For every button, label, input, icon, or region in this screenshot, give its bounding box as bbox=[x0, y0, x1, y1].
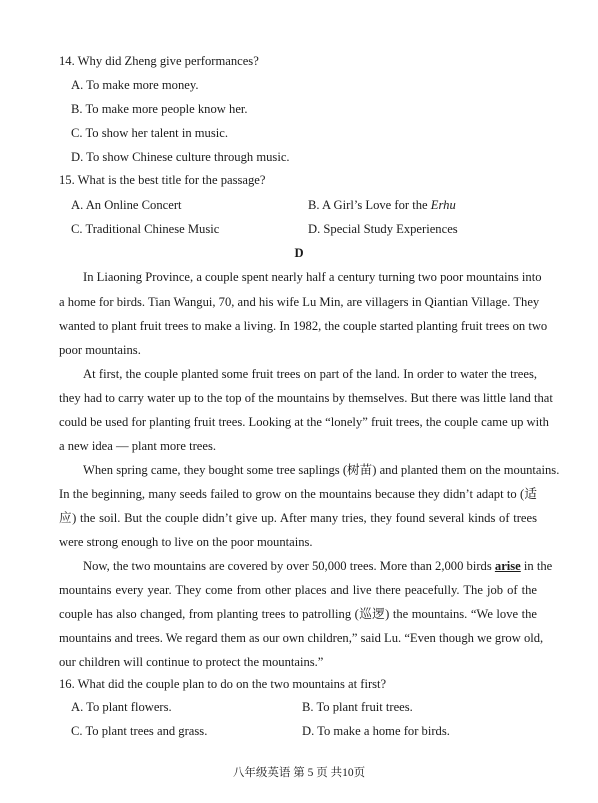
q16-option-b: B. To plant fruit trees. bbox=[302, 700, 413, 714]
q15-option-a: A. An Online Concert bbox=[71, 198, 182, 212]
passage-p4-line-5: our children will continue to protect the mountains.” bbox=[59, 655, 324, 669]
q15-option-b bbox=[308, 197, 456, 213]
passage-p1-line-1: In Liaoning Province, a couple spent nearly half a century turning two poor mountains into bbox=[83, 270, 542, 284]
q15-option-b-italic: Erhu bbox=[430, 198, 456, 212]
passage-p3-line-2: In the beginning, many seeds failed to grow on the mountains because they didn’t adapt to (适 bbox=[59, 487, 537, 501]
passage-p4-line-1-text: Now, the two mountains are covered by over 50,000 trees. More than 2,000 birds bbox=[83, 559, 495, 573]
q16-question: 16. What did the couple plan to do on the two mountains at first? bbox=[59, 677, 387, 691]
passage-p2-line-2: they had to carry water up to the top of the mountains by themselves. But there was little land that bbox=[59, 391, 553, 405]
passage-p2-line-3: could be used for planting fruit trees. Looking at the “lonely” fruit trees, the couple came up with bbox=[59, 415, 549, 429]
q14-option-a: A. To make more money. bbox=[71, 78, 199, 92]
q15-option-c: C. Traditional Chinese Music bbox=[71, 222, 220, 236]
passage-p4-line-3: couple has also changed, from planting trees to patrolling (巡逻) the mountains. “We love the bbox=[59, 607, 537, 621]
q15-option-d: D. Special Study Experiences bbox=[308, 222, 458, 236]
passage-p1-line-4: poor mountains. bbox=[59, 343, 141, 357]
page-footer: 八年级英语 第 5 页 共10页 bbox=[232, 767, 366, 779]
underlined-word: arise bbox=[494, 559, 521, 573]
section-heading: D bbox=[294, 246, 304, 260]
q14-option-b: B. To make more people know her. bbox=[71, 102, 248, 116]
passage-p4-line-1-tail: in the bbox=[520, 559, 553, 573]
q16-option-c: C. To plant trees and grass. bbox=[71, 724, 208, 738]
passage-p3-line-3: 应) the soil. But the couple didn’t give up. After many tries, they found several kinds of trees bbox=[59, 511, 537, 525]
passage-p2-line-4: a new idea — plant more trees. bbox=[59, 439, 217, 453]
passage-p2-line-1: At first, the couple planted some fruit trees on part of the land. In order to water the trees, bbox=[83, 367, 537, 381]
passage-p4-line-1 bbox=[83, 558, 553, 574]
q14-question: 14. Why did Zheng give performances? bbox=[59, 54, 259, 68]
q16-option-a: A. To plant flowers. bbox=[71, 700, 172, 714]
passage-p3-line-4: were strong enough to live on the poor mountains. bbox=[59, 535, 313, 549]
passage-p1-line-2: a home for birds. Tian Wangui, 70, and his wife Lu Min, are villagers in Qiantian Village. They bbox=[59, 295, 540, 309]
passage-p1-line-3: wanted to plant fruit trees to make a living. In 1982, the couple started planting fruit trees on two bbox=[59, 319, 548, 333]
q16-option-d: D. To make a home for birds. bbox=[302, 724, 450, 738]
passage-p4-line-4: mountains and trees. We regard them as our own children,” said Lu. “Even though we grow old, bbox=[59, 631, 544, 645]
passage-p4-line-2: mountains every year. They come from other places and live there peacefully. The job of the bbox=[59, 583, 537, 597]
q15-option-b-text: B. A Girl’s Love for the bbox=[308, 198, 431, 212]
q14-option-d: D. To show Chinese culture through music. bbox=[71, 150, 290, 164]
q14-option-c: C. To show her talent in music. bbox=[71, 126, 228, 140]
q15-question: 15. What is the best title for the passage? bbox=[59, 173, 266, 187]
passage-p3-line-1: When spring came, they bought some tree saplings (树苗) and planted them on the mountains. bbox=[83, 463, 560, 477]
